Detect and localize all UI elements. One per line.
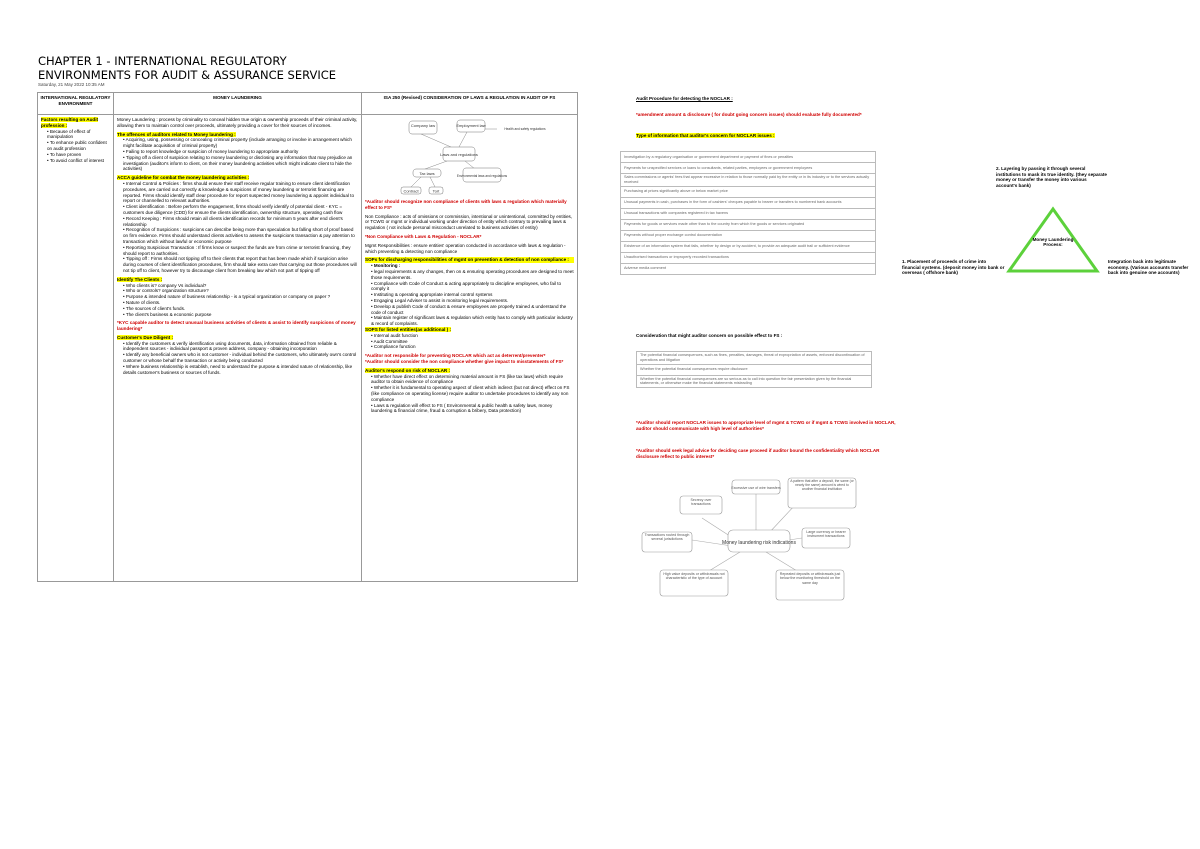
kyc-note: *KYC capable auditor to detect unusual business activities of clients & assist to identify suspicions of money laundering* (117, 320, 356, 332)
list-item: • Monitoring : (371, 263, 574, 269)
list-item: • Compliance with Code of Conduct & acting appropriately to discipline employees, who fail to comply it (371, 281, 574, 293)
mgmt-resp: Mgmt Responsibilities : ensure entities' operation conducted in accordance with laws & regulation - which preventing & detecting non compliance (365, 242, 566, 254)
respond-list (365, 374, 574, 415)
notes-table (37, 92, 578, 582)
list-item: • Internal audit function (371, 333, 574, 339)
list-item: • Instituting & operating appropriate internal control systems (371, 292, 574, 298)
mindmap-secrecy-label: Secrecy over transactions (690, 498, 712, 507)
list-item: • The sources of client's funds. (123, 306, 358, 312)
list-item: • Maintain register of significant laws & regulation which entity has to comply with particular industry & record of complaints. (371, 315, 574, 327)
mindmap-high-value-label: High value deposits or withdrawals not characteristic of the type of account (663, 572, 725, 581)
employment-law-label: Employment law (456, 123, 486, 128)
triangle-center-label: Money Laundering Process: (1032, 237, 1074, 248)
list-item: • Internal Control & Policies : firms should ensure their staff receive regular training to ensure client identification procedures, are carried out correctly & knowledge & suspicions of money laundering or terrorist financing are reported. Firms should identify staff clear procedure for report suspected money laundering & appoint individual to report or channelled to relevant authorities. (123, 181, 358, 204)
mindmap-pattern-label: A pattern that after a deposit, the same (or nearly the same) amount is wired to another financial institution (790, 479, 854, 491)
laws-diagram (365, 117, 573, 197)
list-item: • To avoid conflict of interest (47, 158, 110, 164)
table-row: Purchasing at prices significantly above or below market price (621, 186, 876, 197)
col3-cell (362, 115, 578, 582)
list-item: • Acquiring, using, possessing or concealing criminal property (include arranging or involve in arrangement which might facilitate acquisition of criminal property) (123, 137, 358, 149)
tort-label: Tort (432, 188, 440, 194)
integration-text: Integration back into legitimate economy. (Various accounts transfer back into genuine one accounts) (1108, 259, 1189, 276)
table-row: Payments for unspecified services or loans to consultants, related parties, employees or government employees (621, 163, 876, 174)
list-item: • Failing to report knowledge or suspicion of money laundering to appropriate authority (123, 149, 358, 155)
tax-laws-label: Tax laws (419, 171, 435, 176)
company-law-label: Company law (410, 123, 436, 128)
mindmap-wire-label: Excessive use of wire transfers (731, 486, 781, 490)
noclar-heading: *Non Compliance with Laws & Regulation - NOCLAR* (365, 233, 482, 239)
list-item: • Identify any beneficial owners who is not customer - individual behind the customers, who ultimately own's control customer or whose behalf the transaction or activity being conducted (123, 352, 358, 364)
mindmap-center-label: Money laundering risk indications (722, 540, 796, 546)
col3-note1: *Auditor should recognize non compliance of clients with laws & regulation which materially effect to FS* (365, 199, 567, 210)
title-line-2: ENVIRONMENTS FOR AUDIT & ASSURANCE SERVICE (38, 68, 337, 82)
consider-table (636, 351, 872, 388)
list-item: • Laws & regulation will effect to FS ( Environmental & public health & safety laws, money laundering & financial crime, fraud & corruption & bribery, Data protection) (371, 403, 574, 415)
list-item: • Develop & publish Code of conduct & ensure employees are properly trained & understand the code of conduct (371, 304, 574, 316)
respond-heading: Auditor's respond on risk of NOCLAR : (365, 367, 451, 373)
list-item: • Compliance function (371, 344, 574, 350)
list-item: • To have proven (47, 152, 110, 158)
acca-heading: ACCA guideline for combat the money laundering activities : (117, 175, 250, 181)
ml-intro: Money Laundering : process by criminality to conceal hidden true origin & ownership proceeds of their criminal activity, allowing them to maintain control over proceeds, ultimately providing a cover for their sources of incomes. (117, 117, 358, 128)
list-item: • Where business relationship is establish, need to understand the purpose & intended nature of relationship, like details customer's business or sources of funds. (123, 364, 358, 376)
money-laundering-mindmap (636, 474, 864, 608)
identify-list (117, 283, 358, 318)
listed-list (365, 333, 574, 350)
col1-heading: Factors resulting on Audit profession : (41, 117, 98, 128)
page-date: Saturday, 21 May 2022 10:35 AM (38, 82, 105, 87)
listed-heading: SOPS for listed entities(as additional ) : (365, 326, 452, 332)
table-row: Whether the potential financial consequences are so serious as to call into question the fair presentation given by the financial statements, or otherwise make the financial statements misleading (637, 375, 872, 388)
table-row: Payments without proper exchange control documentation (621, 230, 876, 241)
list-item: • Client identification : Before perform the engagement, firms should verify identify of potential client - KYC = customers due diligence (CDD) for ensure the clients identification, ownership structure, operating cash flow (123, 204, 358, 216)
table-row: The potential financial consequences, such as fines, penalties, damages, threat of expropriation of assets, enforced discontinuation of operations and litigation (637, 352, 872, 365)
table-row: Existence of an information system that fails, whether by design or by accident, to provide an adequate audit trail or sufficient evidence (621, 241, 876, 252)
identify-heading: Identify The Clients : (117, 276, 163, 282)
mindmap-currency-label: Large currency or bearer instrument transactions (806, 530, 846, 539)
acca-list (117, 181, 358, 274)
cdd-heading: Customer's Due Diligent : (117, 334, 173, 340)
list-item: • Reporting Suspicious Transaction : If firms know or suspect the funds are from crime or terrorist financing, they should report to authorities. (123, 245, 358, 257)
col1-list (41, 129, 110, 164)
environmental-label: Environmental laws and regulations (456, 174, 508, 178)
table-row: Unusual payments in cash, purchases in the form of cashiers' cheques payable to bearer or transfers to numbered bank accounts (621, 197, 876, 208)
consider-heading: Consideration that might auditor concern on possible effect to FS : (636, 333, 783, 338)
placement-text: 1. Placement of proceeds of crime into financial systems. (deposit money into bank or overseas ( offshore bank) (902, 259, 1005, 276)
list-item: • The client's business & economic purpose (123, 312, 358, 318)
mindmap-repeated-label: Repeated deposits or withdrawals just below the monitoring threshold on the same day (779, 572, 841, 585)
list-item: • Record Keeping : Firms should retain all clients identification records for minimum 5 years after end client's relationship (123, 216, 358, 228)
list-item: • Whether it is fundamental to operating aspect of client which indirect (but not direct) effect on FS (like compliance on operating license) require auditor to undertake procedures to identify any non compliance (371, 385, 574, 402)
list-item: • Recognition of Suspicions : suspicions can describe being more than speculation but falling short of proof based on firm evidence. Firms should understand clients activities to assess the suspicions transaction & pay attention to transaction which without lawful or economic purpose (123, 227, 358, 244)
contract-label: Contract (403, 188, 419, 194)
page-title (38, 54, 336, 82)
center-label: Laws and regulations (440, 152, 478, 157)
cdd-list (117, 341, 358, 376)
col3-header: ISA 250 (Revised) CONSIDERATION OF LAWS & REGULATION IN AUDIT OF FS (362, 93, 578, 115)
right-note1: *amendment amount & disclosure ( for doubt going concern issues) should evaluate fully documented* (636, 112, 862, 117)
table-row: Sales commissions or agents' fees that appear excessive in relation to those normally paid by the entity or in its industry or to the services actually received (621, 174, 876, 187)
col1-cell (38, 115, 114, 582)
types-table (620, 151, 876, 275)
col2-header: MONEY LAUNDERING (114, 93, 362, 115)
list-item: • Who clients is? company Vs individual? (123, 283, 358, 289)
list-item: • Nature of clients. (123, 300, 358, 306)
table-row: Investigation by a regulatory organisation or government department or payment of fines or penalties (621, 152, 876, 163)
table-row: Whether the potential financial consequences require disclosure (637, 364, 872, 375)
list-item: • Engaging Legal Adviser to assist in monitoring legal requirements. (371, 298, 574, 304)
table-row: Unauthorised transactions or improperly recorded transactions (621, 252, 876, 263)
list-item: • Tipping off : Firms should not tipping off to their clients that report that has been made which if suspicion arise during courses of client identification procedures, firm should take extra care that carrying out those procedures will not tip off to client, however try to discourage client from breaking law which not part of tipping off (123, 256, 358, 273)
layering-text: 2. Layering by passing it through several institutions to mask its true identity. (they separate money or transfer the money into various account's bank) (996, 166, 1107, 188)
col1-header: INTERNATIONAL REGULATORY ENVIRONMENT (38, 93, 114, 115)
list-item: • Tipping off a client of suspicion relating to money laundering or disclosing any information that may prejudice an investigation (auditor's inform to client, on their money laundering activities which might indicate client to hide the activities) (123, 155, 358, 172)
list-item: • Because of effect of manipulation (47, 129, 110, 141)
types-heading: Type of information that auditor's concern for NOCLAR issues : (636, 133, 775, 138)
list-item: • To enhance public confident on audit profession (47, 140, 110, 152)
mindmap-jurisdictions-label: Transactions routed through several jurisdictions (644, 533, 690, 542)
table-row: Payments for goods or services made other than to the country from which the goods or services originated (621, 219, 876, 230)
table-row: Adverse media comment (621, 263, 876, 274)
list-item: • Who or controls? organization structure? (123, 288, 358, 294)
list-item: • Purpose & intended nature of business relationship - is a typical organization or company on paper ? (123, 294, 358, 300)
col3-note3: *Auditor should consider the non compliance whether give impact to misstatements of FS* (365, 358, 564, 364)
sops-heading: SOPs for discharging responsibilities of mgmt on prevention & detection of non compliance : (365, 257, 574, 263)
right-note2: *Auditor should report NOCLAR issues to appropriate level of mgmt & TCWG or if mgmt & TCWG involved in NOCLAR, auditor should communicate with high level of authorities* (636, 420, 896, 431)
col3-note2: *Auditor not responsible for preventing NOCLAR which act as deterrent/preventer* (365, 353, 546, 359)
noncompliance-text: Non Compliance : acts of omissions or commission, intentional or unintentional, committed by entities, or TCWG or mgmt or individual working under direction of entity which contrary to prevailing laws & regulation ( not include personal misconduct unrelated to business activities of entity) (365, 213, 573, 231)
list-item: • Identify the customers & verify identification using documents, data, information obtained from reliable & independent sources - individual passport & proven address, company - obtaining incorporation (123, 341, 358, 353)
table-row: Unusual transactions with companies registered in tax havens (621, 208, 876, 219)
list-item: • Audit Committee (371, 339, 574, 345)
audit-procedure-heading: Audit Procedure for detecting the NOCLAR : (636, 96, 733, 101)
col2-cell (114, 115, 362, 582)
right-note3: *Auditor should seek legal advice for deciding case proceed if auditor bound the confidentiality which NOCLAR disclosure reflect to public interest* (636, 448, 880, 459)
sops-list (365, 263, 574, 327)
title-line-1: CHAPTER 1 - INTERNATIONAL REGULATORY (38, 54, 287, 68)
health-label: Health and safety regulations (504, 127, 546, 131)
offences-list (117, 137, 358, 172)
offences-heading: The offences of auditors related to Money laundering : (117, 131, 236, 137)
list-item: • Whether have direct effect on determining material amount in FS (like tax laws) which require auditor to obtain evidence of compliance (371, 374, 574, 386)
list-item: • legal requirements & any changes, then on & ensuring operating procedures are designed to meet those requirements. (371, 269, 574, 281)
ml-process-triangle (1003, 205, 1103, 277)
